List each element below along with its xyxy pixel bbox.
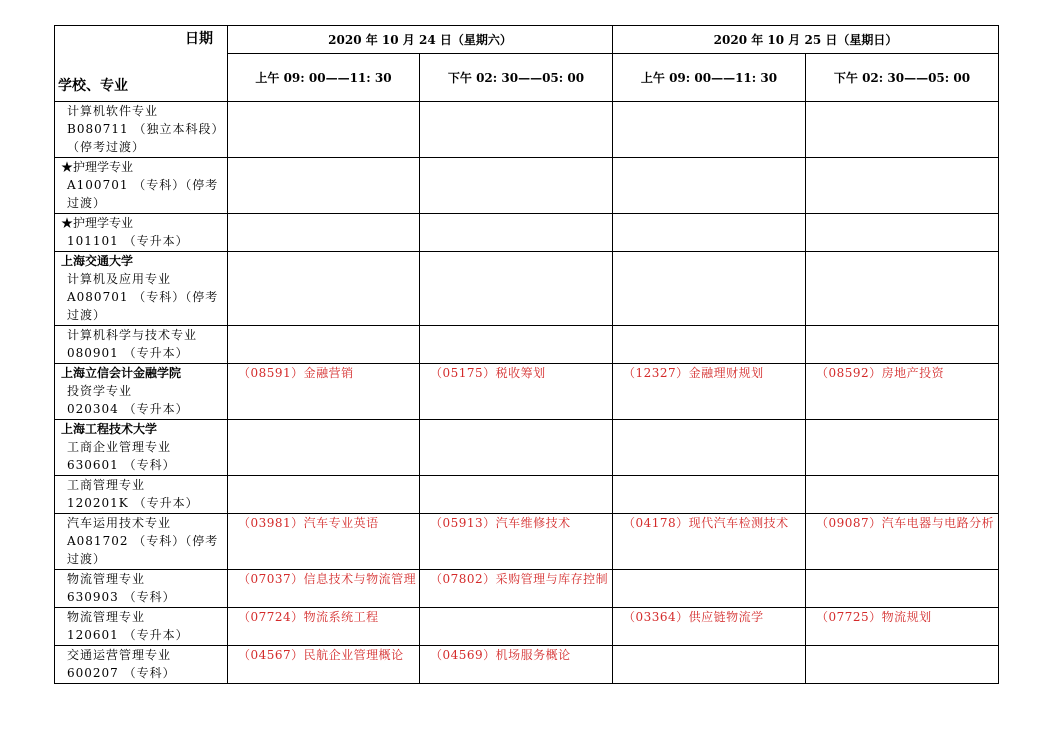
course-cell <box>420 420 613 476</box>
major-line: 020304 （专升本） <box>67 402 189 416</box>
major-line: 630601 （专科） <box>67 458 176 472</box>
course-cell: （05175）税收筹划 <box>420 364 613 420</box>
major-line: 600207 （专科） <box>67 666 176 680</box>
course-cell <box>806 476 999 514</box>
table-row <box>55 420 999 476</box>
course-cell: （03981）汽车专业英语 <box>228 514 420 570</box>
course-cell <box>613 420 806 476</box>
major-line: 投资学专业 <box>67 384 133 398</box>
course-cell <box>420 326 613 364</box>
course-cell <box>613 476 806 514</box>
school-major-header-label: 学校、专业 <box>58 78 128 94</box>
course-cell: （04567）民航企业管理概论 <box>228 646 420 684</box>
school-major-cell <box>55 158 228 214</box>
table-row <box>55 214 999 252</box>
table-row <box>55 252 999 326</box>
major-line: 交通运营管理专业 <box>67 648 172 662</box>
major-line: 630903 （专科） <box>67 590 176 604</box>
course-cell: （07802）采购管理与库存控制 <box>420 570 613 608</box>
header-corner-cell <box>55 26 228 102</box>
major-line: 工商企业管理专业 <box>67 440 172 454</box>
major-line: 计算机软件专业 <box>67 104 159 118</box>
major-line: A081702 （专科）（停考 <box>67 534 219 548</box>
course-cell: （04178）现代汽车检测技术 <box>613 514 806 570</box>
course-cell <box>613 570 806 608</box>
table-row <box>55 570 999 608</box>
course-cell <box>613 252 806 326</box>
course-cell: （12327）金融理财规划 <box>613 364 806 420</box>
major-line: 120201K （专升本） <box>67 496 199 510</box>
course-cell: （07724）物流系统工程 <box>228 608 420 646</box>
course-cell <box>228 476 420 514</box>
course-cell: （07725）物流规划 <box>806 608 999 646</box>
major-line: ★护理学专业 <box>61 216 134 230</box>
course-cell <box>613 646 806 684</box>
school-major-cell <box>55 102 228 158</box>
course-cell <box>420 214 613 252</box>
school-major-cell <box>55 646 228 684</box>
school-major-cell <box>55 570 228 608</box>
school-major-cell <box>55 214 228 252</box>
table-row <box>55 646 999 684</box>
course-cell: （05913）汽车维修技术 <box>420 514 613 570</box>
major-line: （停考过渡） <box>67 140 146 154</box>
course-cell <box>806 102 999 158</box>
major-line: 080901 （专升本） <box>67 346 189 360</box>
course-cell <box>228 214 420 252</box>
major-line: 过渡） <box>67 552 107 566</box>
course-cell: （08591）金融营销 <box>228 364 420 420</box>
schedule-body <box>55 102 999 684</box>
course-cell: （08592）房地产投资 <box>806 364 999 420</box>
table-row <box>55 514 999 570</box>
course-cell <box>613 326 806 364</box>
course-cell <box>806 252 999 326</box>
course-cell: （04569）机场服务概论 <box>420 646 613 684</box>
school-major-cell <box>55 514 228 570</box>
course-cell <box>806 158 999 214</box>
course-cell: （03364）供应链物流学 <box>613 608 806 646</box>
major-line: 计算机及应用专业 <box>67 272 172 286</box>
school-major-cell <box>55 420 228 476</box>
school-name: 上海工程技术大学 <box>61 422 158 436</box>
course-cell <box>806 570 999 608</box>
course-cell <box>228 158 420 214</box>
course-cell: （09087）汽车电器与电路分析 <box>806 514 999 570</box>
day-header-oct-25: 2020 年 10 月 25 日（星期日） <box>613 26 999 54</box>
table-row <box>55 364 999 420</box>
course-cell <box>228 252 420 326</box>
day-header-oct-24: 2020 年 10 月 24 日（星期六） <box>228 26 613 54</box>
course-cell <box>420 158 613 214</box>
school-major-cell <box>55 252 228 326</box>
major-line: 汽车运用技术专业 <box>67 516 172 530</box>
slot-header-d2-afternoon: 下午 02: 30——05: 00 <box>806 54 999 102</box>
table-row <box>55 476 999 514</box>
major-line: A100701 （专科）（停考 <box>67 178 219 192</box>
school-major-cell <box>55 476 228 514</box>
major-line: 物流管理专业 <box>67 572 146 586</box>
course-cell <box>806 420 999 476</box>
course-cell <box>806 646 999 684</box>
major-line: 计算机科学与技术专业 <box>67 328 198 342</box>
course-cell <box>613 158 806 214</box>
major-line: ★护理学专业 <box>61 160 134 174</box>
school-major-cell <box>55 364 228 420</box>
exam-schedule-table <box>54 25 999 684</box>
table-row <box>55 326 999 364</box>
major-line: 101101 （专升本） <box>67 234 189 248</box>
course-cell <box>228 102 420 158</box>
date-header-label: 日期 <box>185 31 213 47</box>
school-major-cell <box>55 608 228 646</box>
course-cell <box>806 214 999 252</box>
course-cell <box>613 214 806 252</box>
course-cell <box>228 420 420 476</box>
course-cell: （07037）信息技术与物流管理 <box>228 570 420 608</box>
course-cell <box>806 326 999 364</box>
school-name: 上海交通大学 <box>61 254 134 268</box>
course-cell <box>613 102 806 158</box>
course-cell <box>420 252 613 326</box>
course-cell <box>420 608 613 646</box>
header-row-dates <box>55 26 999 54</box>
course-cell <box>420 476 613 514</box>
major-line: 过渡） <box>67 308 107 322</box>
major-line: A080701 （专科）（停考 <box>67 290 219 304</box>
table-row <box>55 158 999 214</box>
slot-header-d1-afternoon: 下午 02: 30——05: 00 <box>420 54 613 102</box>
course-cell <box>228 326 420 364</box>
course-cell <box>420 102 613 158</box>
table-row <box>55 102 999 158</box>
slot-header-d1-morning: 上午 09: 00——11: 30 <box>228 54 420 102</box>
major-line: 物流管理专业 <box>67 610 146 624</box>
school-major-cell <box>55 326 228 364</box>
school-name: 上海立信会计金融学院 <box>61 366 182 380</box>
major-line: B080711 （独立本科段） <box>67 122 225 136</box>
major-line: 过渡） <box>67 196 107 210</box>
major-line: 工商管理专业 <box>67 478 146 492</box>
slot-header-d2-morning: 上午 09: 00——11: 30 <box>613 54 806 102</box>
major-line: 120601 （专升本） <box>67 628 189 642</box>
table-row <box>55 608 999 646</box>
